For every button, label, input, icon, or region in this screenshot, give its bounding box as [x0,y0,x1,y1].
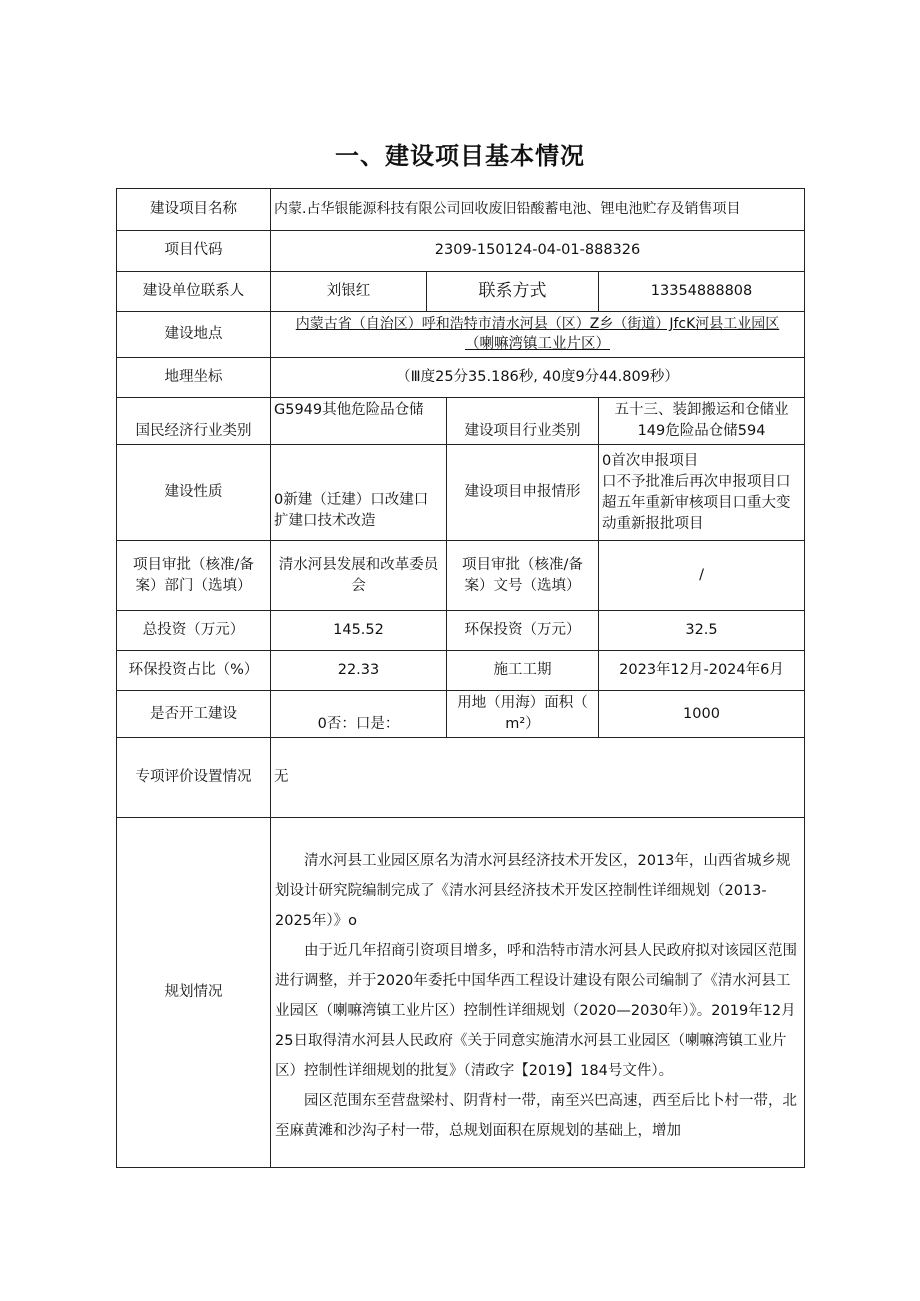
declaration-type-value [599,445,805,541]
approval-number-label-line-1: 项目审批（核准/备 [462,556,583,573]
started-label: 是否开工建设 [117,691,271,738]
construction-nature-label: 建设性质 [117,445,271,541]
row-industry [117,398,805,445]
total-investment-label: 总投资（万元） [117,611,271,651]
env-ratio-value: 22.33 [271,651,447,691]
row-investment [117,611,805,651]
row-ratio [117,651,805,691]
started-value: 0否：口是： [271,691,447,738]
project-industry-label: 建设项目行业类别 [447,398,599,445]
project-name-value: 内蒙.占华银能源科技有限公司回收废旧铅酸蓄电池、锂电池贮存及销售项目 [271,189,805,231]
land-area-label-line-2: m²） [505,716,540,733]
project-name-label: 建设项目名称 [117,189,271,231]
env-investment-label: 环保投资（万元） [447,611,599,651]
project-industry-line-2: 149危险品仓储594 [637,423,766,440]
approval-department-label-line-2: 案）部门（选填） [135,577,252,594]
location-label: 建设地点 [117,312,271,358]
page-title: 一、建设项目基本情况 [335,142,585,170]
row-planning [117,818,805,1168]
approval-number-label-line-2: 案）文号（选填） [464,577,581,594]
coords-value: （Ⅲ度25分35.186秒, 40度9分44.809秒） [271,358,805,398]
project-code-value: 2309-150124-04-01-888326 [271,231,805,272]
planning-paragraph: 清水河县工业园区原名为清水河县经济技术开发区，2013年，山西省城乡规划设计研究院编制完成了《清水河县经济技术开发区控制性详细规划（2013-2025年）》o [275,852,791,929]
contact-phone-value: 13354888808 [599,272,805,312]
project-info-table [116,188,805,1168]
row-special [117,738,805,818]
special-evaluation-label: 专项评价设置情况 [117,738,271,818]
planning-content [271,818,805,1168]
approval-department-value: 清水河县发展和改革委员会 [271,541,447,611]
row-nature [117,445,805,541]
planning-label: 规划情况 [117,818,271,1168]
construction-period-label: 施工工期 [447,651,599,691]
row-approval [117,541,805,611]
approval-department-label-line-1: 项目审批（核准/备 [133,556,254,573]
env-ratio-label: 环保投资占比（%） [117,651,271,691]
project-industry-line-1: 五十三、装卸搬运和仓储业 [614,402,789,419]
total-investment-value: 145.52 [271,611,447,651]
special-evaluation-value: 无 [271,738,805,818]
land-area-label [447,691,599,738]
row-coords [117,358,805,398]
declaration-line-4: 动重新报批项目 [602,515,704,532]
approval-number-value: / [599,541,805,611]
location-line-2: （喇嘛湾镇工业片区） [465,336,610,353]
env-investment-value: 32.5 [599,611,805,651]
declaration-line-1: 0首次申报项目 [602,452,699,469]
coords-label: 地理坐标 [117,358,271,398]
declaration-type-label: 建设项目申报情形 [447,445,599,541]
project-code-label: 项目代码 [117,231,271,272]
construction-nature-line-2: 扩建口技术改造 [274,513,376,530]
land-area-value: 1000 [599,691,805,738]
location-value [271,312,805,358]
contact-person-value: 刘银红 [271,272,427,312]
row-project-code [117,231,805,272]
planning-paragraph: 园区范围东至营盘梁村、阴背村一带，南至兴巴高速，西至后比卜村一带，北至麻黄滩和沙沟子村一带，总规划面积在原规划的基础上，增加 [275,1092,797,1139]
planning-paragraph: 由于近几年招商引资项目增多，呼和浩特市清水河县人民政府拟对该园区范围进行调整，并于2020年委托中国华西工程设计建设有限公司编制了《清水河县工业园区（喇嘛湾镇工业片区）控制性详细规划（2020—2030年）》。2019年12月25日取得清水河县人民政府《关于同意实施清水河县工业园区（喇嘛湾镇工业片区）控制性详细规划的批复》（清政字【2019】184号文件）。 [275,942,797,1079]
construction-period-value: 2023年12月-2024年6月 [599,651,805,691]
construction-nature-line-1: 0新建（迁建）口改建口 [274,492,429,509]
location-line-1: 内蒙古省（自治区）呼和浩特市清水河县（区）Z乡（街道）JfcK河县工业园区 [295,316,780,332]
declaration-line-2: 口不予批准后再次申报项目口 [602,473,791,490]
land-area-label-line-1: 用地（用海）面积（ [457,695,588,712]
contact-method-label: 联系方式 [427,272,599,312]
row-started [117,691,805,738]
construction-nature-value [271,445,447,541]
industry-category-label: 国民经济行业类别 [117,398,271,445]
contact-person-label: 建设单位联系人 [117,272,271,312]
industry-category-value: G5949其他危险品仓储 [271,398,447,445]
row-location [117,312,805,358]
approval-department-label [117,541,271,611]
row-project-name [117,189,805,231]
declaration-line-3: 超五年重新审核项目口重大变 [602,494,791,511]
project-industry-value [599,398,805,445]
approval-number-label [447,541,599,611]
row-contact [117,272,805,312]
